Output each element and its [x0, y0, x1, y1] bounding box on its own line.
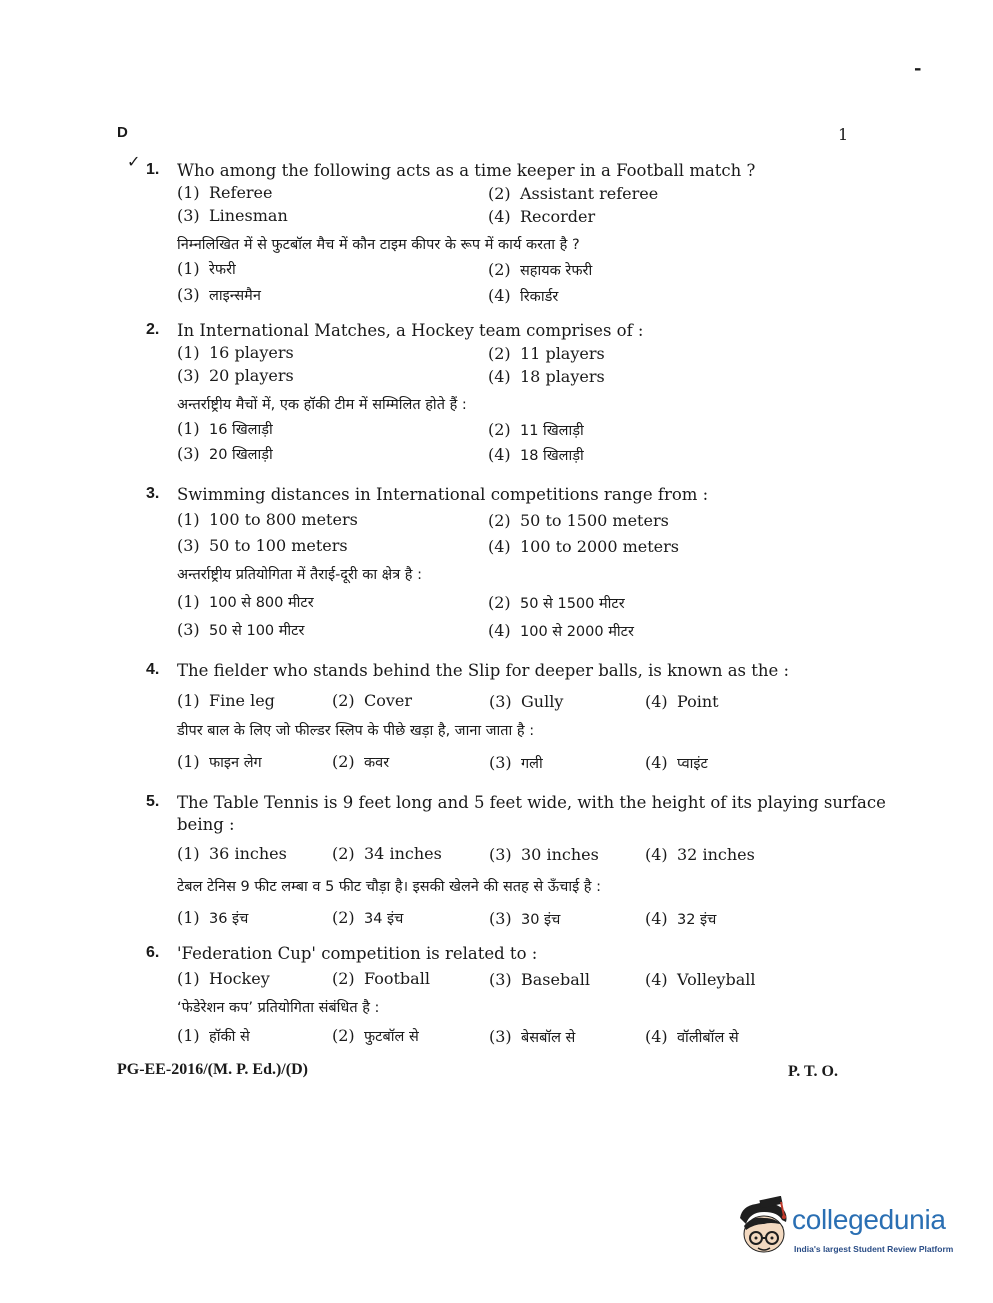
option-text: रेफरी: [209, 262, 236, 278]
option-text: 100 to 800 meters: [209, 510, 358, 529]
option-text: Point: [677, 692, 719, 711]
option-text: 11 players: [520, 344, 605, 363]
option-number: (1): [177, 1026, 200, 1045]
option-number: (4): [488, 207, 511, 226]
question-text-hi: अन्तर्राष्ट्रीय प्रतियोगिता में तैराई-दूरी का क्षेत्र है :: [177, 567, 423, 583]
option: [488, 621, 634, 641]
option-number: (4): [645, 753, 668, 772]
option: [332, 844, 442, 863]
option-number: (1): [177, 752, 200, 771]
option: [488, 367, 605, 386]
option: [177, 1026, 250, 1046]
option: [177, 536, 348, 555]
option: [488, 445, 584, 465]
option: [177, 908, 248, 928]
question-text-en: The Table Tennis is 9 feet long and 5 feet wide, with the height of its playing surface: [177, 793, 886, 812]
question-text-en: Who among the following acts as a time keeper in a Football match ?: [177, 161, 756, 180]
option: [177, 343, 294, 362]
option: [332, 908, 403, 928]
option-number: (4): [488, 286, 511, 305]
option: [488, 184, 658, 203]
question-text-en-cont: being :: [177, 815, 235, 834]
question-text-hi: डीपर बाल के लिए जो फील्डर स्लिप के पीछे खड़ा है, जाना जाता है :: [177, 723, 535, 739]
brand-name: collegedunia: [792, 1204, 946, 1235]
option: [645, 753, 708, 773]
option: [177, 620, 304, 640]
option: [488, 260, 592, 280]
option-text: 34 inches: [364, 844, 442, 863]
option: [488, 344, 605, 363]
option-text: 30 इंच: [521, 912, 561, 928]
option: [645, 970, 755, 989]
option-number: (3): [177, 620, 200, 639]
option-number: (3): [489, 970, 512, 989]
option: [332, 691, 412, 710]
question-number: 1.: [146, 161, 160, 178]
option-text: 36 इंच: [209, 911, 249, 927]
question-text-hi: अन्तर्राष्ट्रीय मैचों में, एक हॉकी टीम में सम्मिलित होते हैं :: [177, 397, 467, 413]
option-text: Hockey: [209, 969, 270, 988]
option-text: Linesman: [209, 206, 288, 225]
option: [177, 752, 262, 772]
option-number: (1): [177, 969, 200, 988]
option-number: (2): [332, 1026, 355, 1045]
option-number: (1): [177, 419, 200, 438]
option-number: (2): [332, 908, 355, 927]
option: [332, 1026, 419, 1046]
option-number: (1): [177, 908, 200, 927]
option-number: (2): [488, 260, 511, 279]
option-text: गली: [521, 756, 543, 772]
option-number: (2): [488, 593, 511, 612]
option: [177, 285, 261, 305]
option-text: 34 इंच: [364, 911, 404, 927]
option-number: (4): [645, 970, 668, 989]
option-text: 100 से 800 मीटर: [209, 595, 314, 611]
option: [488, 207, 595, 226]
option-number: (3): [489, 909, 512, 928]
option: [645, 845, 755, 864]
question-text-hi: ‘फेडेरेशन कप’ प्रतियोगिता संबंधित है :: [177, 1000, 380, 1016]
option: [489, 909, 560, 929]
option-text: Referee: [209, 183, 273, 202]
option: [488, 286, 558, 306]
option-text: वॉलीबॉल से: [677, 1030, 739, 1046]
option: [177, 206, 288, 225]
option: [489, 1027, 575, 1047]
option: [177, 691, 275, 710]
option-text: 50 से 1500 मीटर: [520, 596, 625, 612]
option-number: (1): [177, 592, 200, 611]
option-text: रिकार्डर: [520, 289, 559, 305]
option-text: बेसबॉल से: [521, 1030, 576, 1046]
question-number: 2.: [146, 321, 160, 338]
page-number: 1: [838, 125, 849, 144]
option-number: (3): [177, 366, 200, 385]
option-number: (2): [332, 691, 355, 710]
question-text-hi: निम्नलिखित में से फुटबॉल मैच में कौन टाइम कीपर के रूप में कार्य करता है ?: [177, 237, 580, 253]
option: [489, 845, 599, 864]
question-number: 6.: [146, 944, 160, 961]
option-number: (4): [645, 692, 668, 711]
option-text: 32 इंच: [677, 912, 717, 928]
option-number: (2): [332, 844, 355, 863]
option-text: 16 players: [209, 343, 294, 362]
margin-dash: -: [914, 58, 922, 79]
option: [488, 420, 584, 440]
option-text: प्वाइंट: [677, 756, 708, 772]
option-text: 11 खिलाड़ी: [520, 423, 584, 439]
question-text-en: Swimming distances in International competitions range from :: [177, 485, 709, 504]
option-text: लाइन्समैन: [209, 288, 261, 304]
option-text: 50 to 100 meters: [209, 536, 348, 555]
option: [489, 692, 563, 711]
option: [489, 753, 543, 773]
option: [177, 183, 273, 202]
option-text: 20 खिलाड़ी: [209, 447, 273, 463]
paper-code: PG-EE-2016/(M. P. Ed.)/(D): [117, 1061, 308, 1078]
option-text: 30 inches: [521, 845, 599, 864]
option-text: फुटबॉल से: [364, 1029, 419, 1045]
option: [177, 592, 314, 612]
option-text: 32 inches: [677, 845, 755, 864]
option-number: (4): [645, 845, 668, 864]
question-number: 4.: [146, 661, 160, 678]
question-text-en: In International Matches, a Hockey team comprises of :: [177, 321, 644, 340]
option: [177, 969, 270, 988]
option-number: (2): [488, 344, 511, 363]
option-number: (4): [645, 1027, 668, 1046]
option-text: 36 inches: [209, 844, 287, 863]
option-number: (4): [488, 367, 511, 386]
option-text: Football: [364, 969, 430, 988]
option: [177, 366, 294, 385]
option-number: (1): [177, 844, 200, 863]
brand-tagline: India's largest Student Review Platform: [794, 1244, 954, 1254]
option-number: (3): [177, 444, 200, 463]
question-text-en: The fielder who stands behind the Slip for deeper balls, is known as the :: [177, 661, 790, 680]
option-text: 18 खिलाड़ी: [520, 448, 584, 464]
option-number: (2): [332, 752, 355, 771]
option-text: Fine leg: [209, 691, 275, 710]
option-text: हॉकी से: [209, 1029, 250, 1045]
option-number: (3): [177, 536, 200, 555]
option: [177, 444, 273, 464]
option: [645, 909, 716, 929]
option-number: (1): [177, 510, 200, 529]
question-text-en: 'Federation Cup' competition is related to :: [177, 944, 538, 963]
mascot-icon: [734, 1196, 792, 1258]
option-number: (3): [489, 845, 512, 864]
option-text: 50 से 100 मीटर: [209, 623, 305, 639]
option-text: 20 players: [209, 366, 294, 385]
option-text: 50 to 1500 meters: [520, 511, 669, 530]
question-number: 3.: [146, 485, 160, 502]
option-text: 18 players: [520, 367, 605, 386]
set-code: D: [117, 124, 128, 141]
option-text: Gully: [521, 692, 564, 711]
option: [177, 259, 236, 279]
option-number: (4): [488, 621, 511, 640]
option-text: 100 से 2000 मीटर: [520, 624, 634, 640]
option: [645, 1027, 739, 1047]
option-number: (2): [488, 184, 511, 203]
option-text: Baseball: [521, 970, 590, 989]
option-text: Assistant referee: [520, 184, 659, 203]
option: [332, 969, 430, 988]
option: [332, 752, 389, 772]
option-number: (1): [177, 259, 200, 278]
option-number: (3): [177, 206, 200, 225]
option: [488, 537, 679, 556]
option-text: Cover: [364, 691, 413, 710]
question-number: 5.: [146, 793, 160, 810]
option-text: फाइन लेग: [209, 755, 262, 771]
option: [489, 970, 590, 989]
option: [488, 511, 669, 530]
option-number: (2): [488, 511, 511, 530]
option-number: (4): [488, 445, 511, 464]
option: [177, 844, 287, 863]
question-text-hi: टेबल टेनिस 9 फीट लम्बा व 5 फीट चौड़ा है। इसकी खेलने की सतह से ऊँचाई है :: [177, 879, 601, 895]
option-text: 16 खिलाड़ी: [209, 422, 273, 438]
option-number: (4): [645, 909, 668, 928]
option: [177, 419, 273, 439]
option: [488, 593, 625, 613]
option-number: (1): [177, 183, 200, 202]
option-number: (2): [332, 969, 355, 988]
option-number: (3): [489, 753, 512, 772]
option-text: 100 to 2000 meters: [520, 537, 679, 556]
option-text: सहायक रेफरी: [520, 263, 593, 279]
option-number: (3): [489, 692, 512, 711]
collegedunia-logo: [734, 1196, 964, 1262]
option-number: (1): [177, 343, 200, 362]
option-text: Volleyball: [677, 970, 756, 989]
tick-mark: ✓: [127, 152, 141, 171]
option-text: कवर: [364, 755, 390, 771]
option-number: (3): [489, 1027, 512, 1046]
option: [177, 510, 358, 529]
option-number: (4): [488, 537, 511, 556]
pto-label: P. T. O.: [788, 1063, 838, 1080]
option: [645, 692, 719, 711]
option-number: (1): [177, 691, 200, 710]
option-number: (2): [488, 420, 511, 439]
option-text: Recorder: [520, 207, 596, 226]
option-number: (3): [177, 285, 200, 304]
